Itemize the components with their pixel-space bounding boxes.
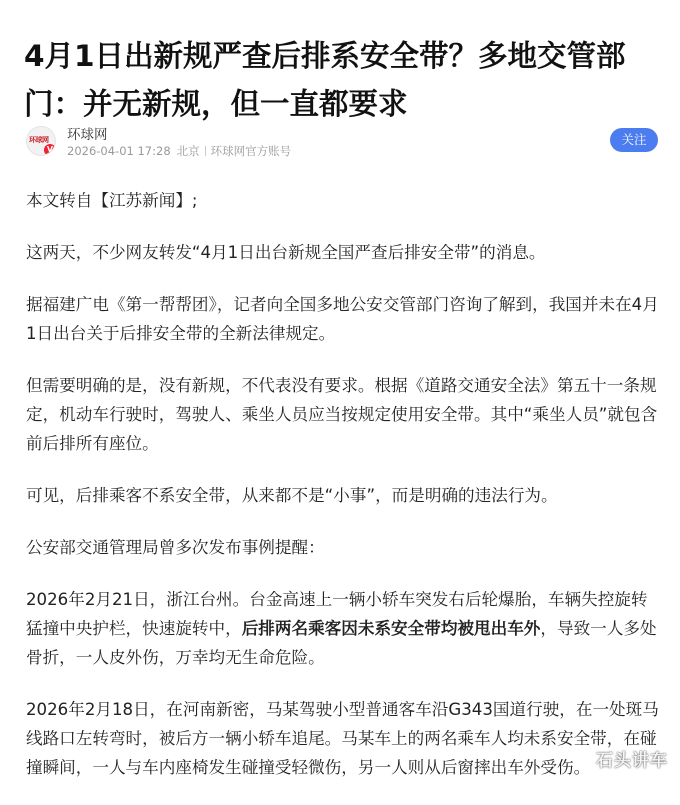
author-name[interactable]: 环球网 xyxy=(67,127,108,143)
publish-location: 北京 xyxy=(176,144,200,158)
case-1-highlight: 后排两名乘客因未系安全带均被甩出车外 xyxy=(241,619,541,638)
article-meta xyxy=(67,143,291,159)
case-1-text: 2026年2月21日，浙江台州。台金高速上一辆小轿车突发右后轮爆胎，车辆失控旋转猛撞中央护栏，快速旋转中， xyxy=(26,590,648,638)
article-title: 4月1日出新规严查后排系安全带？多地交管部门：并无新规，但一直都要求 xyxy=(24,38,626,121)
paragraph: 公安部交通管理局曾多次发布事例提醒： xyxy=(26,538,325,557)
paragraph: 据福建广电《第一帮帮团》，记者向全国多地公安交管部门咨询了解到，我国并未在4月1日出台关于后排安全带的全新法律规定。 xyxy=(26,295,659,343)
author-avatar[interactable] xyxy=(26,126,56,156)
meta-divider xyxy=(205,146,206,156)
avatar-logo: 环球网 xyxy=(29,136,49,144)
paragraph: 但需要明确的是，没有新规，不代表没有要求。根据《道路交通安全法》第五十一条规定，机动车行驶时，驾驶人、乘坐人员应当按规定使用安全带。其中“乘坐人员”就包含前后排所有座位。 xyxy=(26,376,658,453)
publish-date: 2026-04-01 17:28 xyxy=(67,144,171,158)
paragraph-case-1 xyxy=(26,585,662,672)
watermark: 石头讲车 xyxy=(596,751,668,771)
follow-button[interactable]: 关注 xyxy=(610,128,658,152)
verified-badge-icon: V xyxy=(44,144,56,156)
paragraph: 这两天，不少网友转发“4月1日出台新规全国严查后排安全带”的消息。 xyxy=(26,243,546,262)
case-1-text-end: ，导致一人多处骨折，一人皮外伤，万幸均无生命危险。 xyxy=(26,619,657,667)
author-row xyxy=(26,124,658,160)
paragraph-case-2: 2026年2月18日，在河南新密，马某驾驶小型普通客车沿G343国道行驶，在一处斑马线路口左转弯时，被后方一辆小轿车追尾。马某车上的两名乘车人均未系安全带，在碰撞瞬间，一人与车内座椅发生碰撞受轻微伤，另一人则从后窗摔出车外受伤。 xyxy=(26,700,659,777)
account-type: 环球网官方账号 xyxy=(210,144,292,158)
paragraph: 可见，后排乘客不系安全带，从来都不是“小事”，而是明确的违法行为。 xyxy=(26,486,558,505)
article-body xyxy=(26,186,662,805)
paragraph: 本文转自【江苏新闻】; xyxy=(26,191,198,210)
